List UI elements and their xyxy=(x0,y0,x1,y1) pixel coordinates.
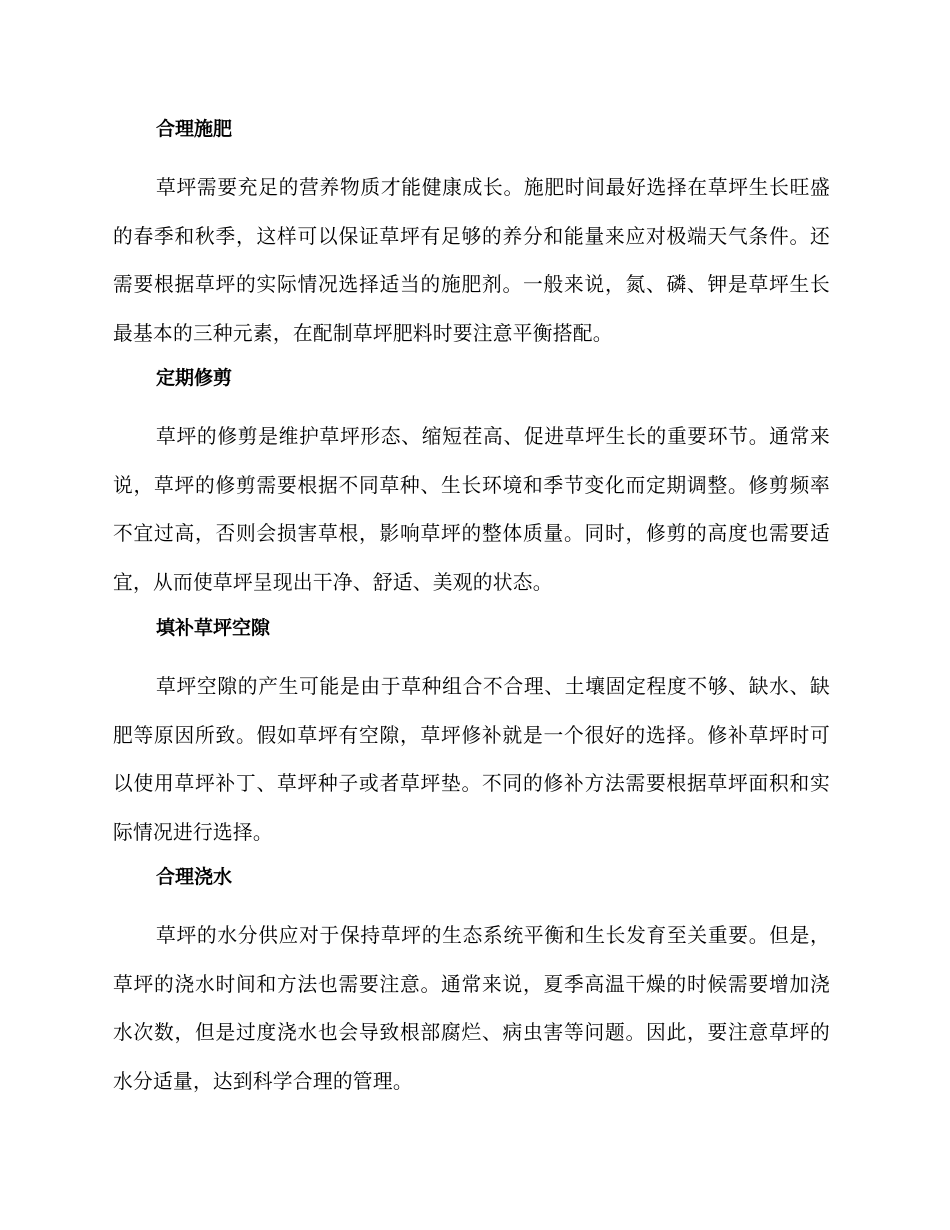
section-paragraph: 草坪的水分供应对于保持草坪的生态系统平衡和生长发育至关重要。但是，草坪的浇水时间和方法也需要注意。通常来说，夏季高温干燥的时候需要增加浇水次数，但是过度浇水也会导致根部腐烂、病虫害等问题。因此，要注意草坪的水分适量，达到科学合理的管理。 xyxy=(113,924,830,1093)
section-mowing xyxy=(113,364,830,594)
section-watering xyxy=(113,863,830,1093)
section-paragraph: 草坪的修剪是维护草坪形态、缩短茬高、促进草坪生长的重要环节。通常来说，草坪的修剪需要根据不同草种、生长环境和季节变化而定期调整。修剪频率不宜过高，否则会损害草根，影响草坪的整体质量。同时，修剪的高度也需要适宜，从而使草坪呈现出干净、舒适、美观的状态。 xyxy=(113,425,830,594)
section-heading: 填补草坪空隙 xyxy=(156,617,271,639)
section-paragraph: 草坪空隙的产生可能是由于草种组合不合理、土壤固定程度不够、缺水、缺肥等原因所致。假如草坪有空隙，草坪修补就是一个很好的选择。修补草坪时可以使用草坪补丁、草坪种子或者草坪垫。不同的修补方法需要根据草坪面积和实际情况进行选择。 xyxy=(113,675,830,844)
section-heading: 合理浇水 xyxy=(156,866,233,888)
section-heading: 定期修剪 xyxy=(156,367,233,389)
section-fertilizing xyxy=(113,115,830,345)
section-heading: 合理施肥 xyxy=(156,118,233,140)
section-paragraph: 草坪需要充足的营养物质才能健康成长。施肥时间最好选择在草坪生长旺盛的春季和秋季，这样可以保证草坪有足够的养分和能量来应对极端天气条件。还需要根据草坪的实际情况选择适当的施肥剂。一般来说，氮、磷、钾是草坪生长最基本的三种元素，在配制草坪肥料时要注意平衡搭配。 xyxy=(113,176,830,345)
section-patching xyxy=(113,614,830,844)
